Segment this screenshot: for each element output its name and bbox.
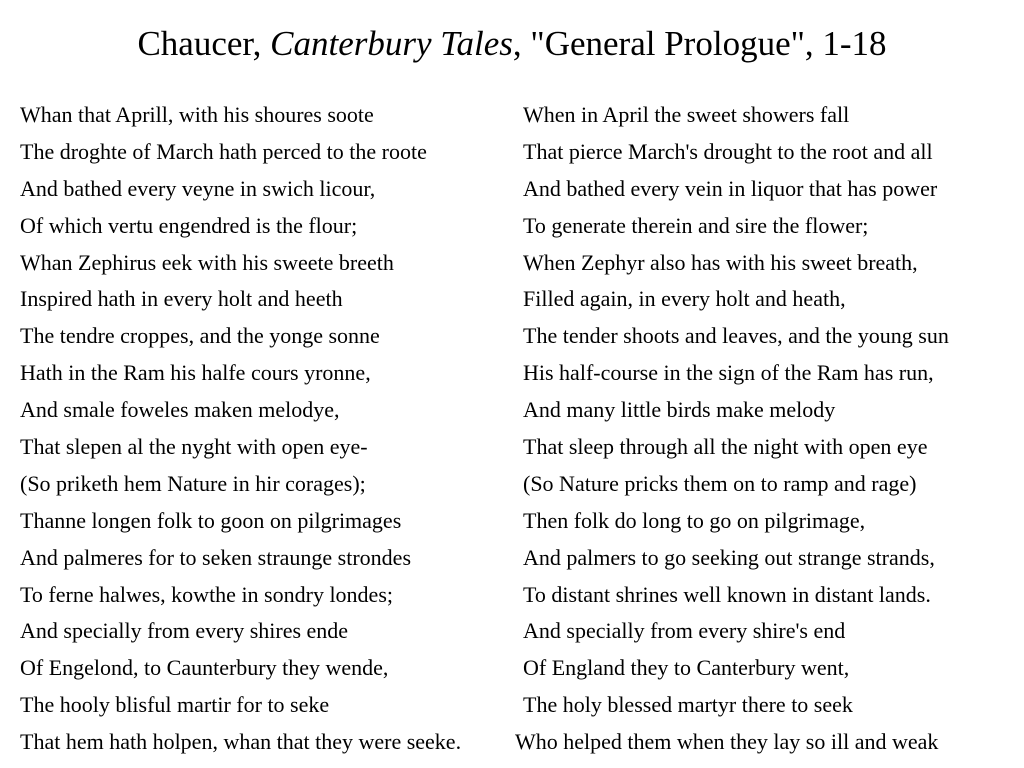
modern-english-line: The tender shoots and leaves, and the young sun <box>523 323 949 349</box>
poem-line <box>20 724 1024 761</box>
poem-line <box>20 245 1024 282</box>
poem-line <box>20 208 1024 245</box>
poem-line <box>20 577 1024 614</box>
poem-line <box>20 429 1024 466</box>
modern-english-line: And bathed every vein in liquor that has power <box>523 175 938 201</box>
modern-english-line: (So Nature pricks them on to ramp and rage) <box>523 470 917 496</box>
poem-line <box>20 97 1024 134</box>
title-section: , "General Prologue", 1-18 <box>512 24 887 63</box>
poem-line <box>20 650 1024 687</box>
poem-line <box>20 466 1024 503</box>
middle-english-line: To ferne halwes, kowthe in sondry londes; <box>20 581 393 607</box>
page-title <box>0 22 1024 66</box>
middle-english-line: Of Engelond, to Caunterbury they wende, <box>20 655 389 681</box>
modern-english-line: To generate therein and sire the flower; <box>523 212 869 238</box>
poem-line <box>20 171 1024 208</box>
middle-english-line: The droghte of March hath perced to the roote <box>20 138 427 164</box>
middle-english-line: Whan Zephirus eek with his sweete breeth <box>20 249 394 275</box>
poem-line <box>20 392 1024 429</box>
middle-english-line: And bathed every veyne in swich licour, <box>20 175 376 201</box>
poem-line <box>20 613 1024 650</box>
poem-parallel-text <box>20 97 1024 761</box>
modern-english-line: Who helped them when they lay so ill and weak <box>515 729 939 755</box>
modern-english-line: His half-course in the sign of the Ram has run, <box>523 360 934 386</box>
modern-english-line: When in April the sweet showers fall <box>523 102 850 127</box>
modern-english-line: That sleep through all the night with open eye <box>523 434 928 460</box>
modern-english-line: And many little birds make melody <box>523 397 836 423</box>
middle-english-line: The hooly blisful martir for to seke <box>20 692 330 718</box>
title-work: Canterbury Tales <box>270 24 513 63</box>
middle-english-line: The tendre croppes, and the yonge sonne <box>20 323 380 349</box>
poem-line <box>20 503 1024 540</box>
poem-line <box>20 355 1024 392</box>
middle-english-line: That hem hath holpen, whan that they were seeke. <box>20 729 462 755</box>
poem-line <box>20 281 1024 318</box>
middle-english-line: Inspired hath in every holt and heeth <box>20 286 343 312</box>
modern-english-line: Of England they to Canterbury went, <box>523 655 850 681</box>
poem-line <box>20 318 1024 355</box>
modern-english-line: The holy blessed martyr there to seek <box>523 692 853 718</box>
modern-english-line: Filled again, in every holt and heath, <box>523 286 846 312</box>
poem-line <box>20 687 1024 724</box>
title-author: Chaucer, <box>137 24 271 63</box>
modern-english-line: That pierce March's drought to the root and all <box>523 138 933 164</box>
middle-english-line: Hath in the Ram his halfe cours yronne, <box>20 360 371 386</box>
poem-line <box>20 540 1024 577</box>
middle-english-line: And palmeres for to seken straunge strondes <box>20 544 412 570</box>
middle-english-line: Thanne longen folk to goon on pilgrimages <box>20 507 402 533</box>
middle-english-line: (So priketh hem Nature in hir corages); <box>20 470 366 496</box>
middle-english-line: And specially from every shires ende <box>20 618 349 644</box>
modern-english-line: To distant shrines well known in distant lands. <box>523 581 931 607</box>
modern-english-line: When Zephyr also has with his sweet breath, <box>523 249 918 275</box>
middle-english-line: Of which vertu engendred is the flour; <box>20 212 358 238</box>
modern-english-line: And palmers to go seeking out strange strands, <box>523 544 935 570</box>
modern-english-line: Then folk do long to go on pilgrimage, <box>523 507 866 533</box>
middle-english-line: That slepen al the nyght with open eye- <box>20 434 368 460</box>
poem-line <box>20 134 1024 171</box>
middle-english-line: And smale foweles maken melodye, <box>20 397 340 423</box>
modern-english-line: And specially from every shire's end <box>523 618 846 644</box>
middle-english-line: Whan that Aprill, with his shoures soote <box>20 102 374 127</box>
